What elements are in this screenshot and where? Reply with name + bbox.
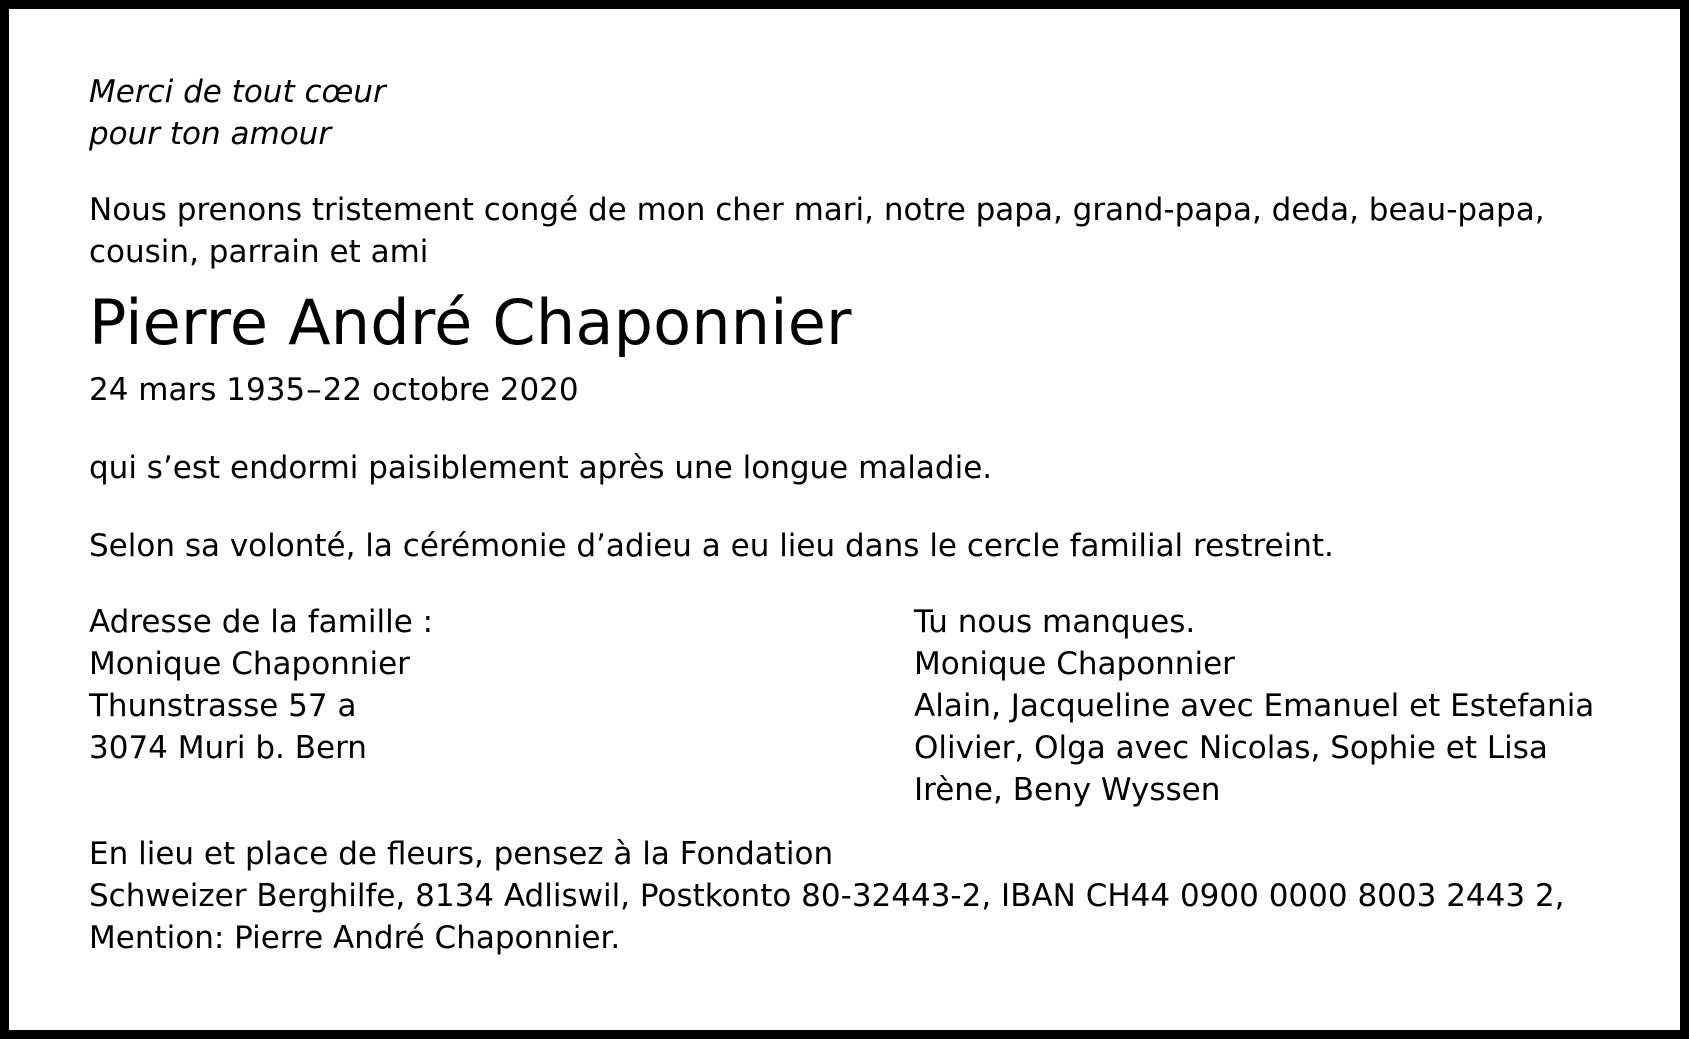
family-address — [89, 601, 433, 769]
donation-line: Mention: Pierre André Chaponnier. — [89, 920, 621, 956]
life-dates — [89, 369, 1629, 411]
death-statement: qui s’est endormi paisiblement après une longue maladie. — [89, 450, 993, 486]
birth-date: 24 mars 1935 — [89, 372, 306, 408]
address-line: Adresse de la famille : — [89, 604, 434, 640]
donation-line: Schweizer Berghilfe, 8134 Adliswil, Postkonto 80-32443-2, IBAN CH44 0900 0000 8003 2443 2, — [89, 878, 1565, 914]
obituary-notice — [89, 71, 1629, 959]
donation-paragraph — [89, 833, 1629, 959]
address-line: Monique Chaponnier — [89, 646, 410, 682]
motto-line: pour ton amour — [89, 116, 332, 152]
motto — [89, 71, 1629, 155]
address-line: 3074 Muri b. Bern — [89, 730, 367, 766]
intro-line: cousin, parrain et ami — [89, 234, 429, 270]
address-line: Thunstrasse 57 a — [89, 688, 357, 724]
mourner-line: Tu nous manques. — [914, 604, 1196, 640]
mourner-line: Olivier, Olga avec Nicolas, Sophie et Lisa — [914, 730, 1548, 766]
mourner-line: Monique Chaponnier — [914, 646, 1235, 682]
donation-line: En lieu et place de fleurs, pensez à la Fondation — [89, 836, 834, 872]
signature-columns — [89, 601, 1629, 811]
deceased-name: Pierre André Chaponnier — [89, 286, 852, 359]
intro-paragraph — [89, 189, 1629, 273]
mourner-line: Alain, Jacqueline avec Emanuel et Estefania — [914, 688, 1595, 724]
ceremony-statement: Selon sa volonté, la cérémonie d’adieu a eu lieu dans le cercle familial restreint. — [89, 528, 1334, 564]
death-date: 22 octobre 2020 — [322, 372, 579, 408]
date-separator: – — [306, 372, 322, 408]
mourners-list — [914, 601, 1594, 811]
motto-line: Merci de tout cœur — [89, 74, 386, 110]
intro-line: Nous prenons tristement congé de mon cher mari, notre papa, grand-papa, deda, beau-papa, — [89, 192, 1545, 228]
mourner-line: Irène, Beny Wyssen — [914, 772, 1221, 808]
